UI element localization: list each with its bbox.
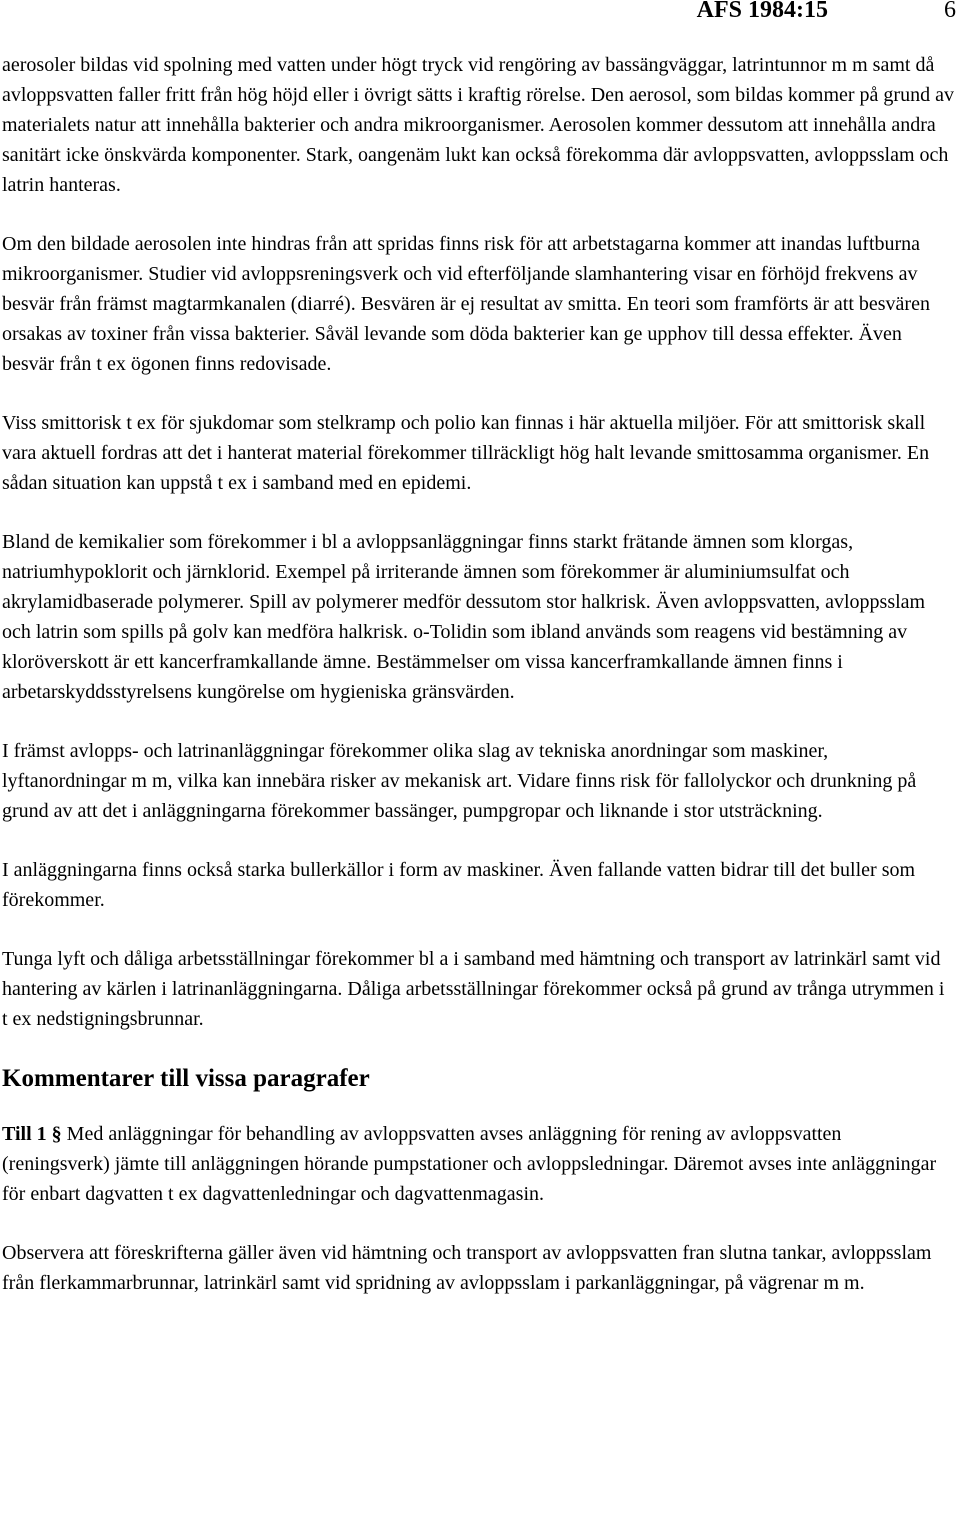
paragraph-ergonomics: Tunga lyft och dåliga arbetsställningar förekommer bl a i samband med hämtning och transport av latrinkärl samt vid hantering av kärlen i latrinanläggningarna. Dåliga arbetsställningar förekommer också på grund av trånga utrymmen i t ex nedstigningsbrunnar. (2, 948, 945, 1030)
document-body (2, 50, 954, 1327)
paragraph-microorganisms: Om den bildade aerosolen inte hindras från att spridas finns risk för att arbetstagarna kommer att inandas luftburna mikroorganismer. Studier vid avloppsreningsverk och vid efterföljande slamhantering visar en förhöjd frekvens av besvär från främst magtarmkanalen (diarré). Besvären är ej resultat av smitta. En teori som framförts är att besvären orsakas av toxiner från vissa bakterier. Såväl levande som döda bakterier kan ge upphov till dessa effekter. Även besvär från t ex ögonen finns redovisade. (2, 233, 930, 375)
paragraph-till-1 (2, 1119, 954, 1209)
document-id: AFS 1984:15 (696, 0, 828, 23)
paragraph-infection-risk: Viss smittorisk t ex för sjukdomar som stelkramp och polio kan finnas i här aktuella miljöer. För att smittorisk skall vara aktuell fordras att det i hanterat material förekommer tillräckligt hög halt levande smittosamma organismer. En sådan situation kan uppstå t ex i samband med en epidemi. (2, 412, 930, 494)
page-number: 6 (944, 0, 956, 23)
paragraph-lead-till-1: Till 1 § (2, 1123, 62, 1145)
paragraph-till-1-text: Med anläggningar för behandling av avloppsvatten avses anläggning för rening av avloppsvatten (reningsverk) jämte till anläggningen hörande pumpstationer och avloppsledningar. Däremot avses inte anläggningar för enbart dagvatten t ex dagvattenledningar och dagvattenmagasin. (2, 1123, 937, 1205)
section-heading: Kommentarer till vissa paragrafer (2, 1065, 370, 1092)
page-header (0, 0, 960, 30)
paragraph-mechanical-risks: I främst avlopps- och latrinanläggningar förekommer olika slag av tekniska anordningar som maskiner, lyftanordningar m m, vilka kan innebära risker av mekanisk art. Vidare finns risk för fallolyckor och drunkning på grund av att det i anläggningarna förekommer bassänger, pumpgropar och liknande i stor utsträckning. (2, 740, 917, 822)
paragraph-noise: I anläggningarna finns också starka bullerkällor i form av maskiner. Även fallande vatten bidrar till det buller som förekommer. (2, 859, 916, 911)
paragraph-observera: Observera att föreskrifterna gäller även vid hämtning och transport av avloppsvatten fran slutna tankar, avloppsslam från flerkammarbrunnar, latrinkärl samt vid spridning av avloppsslam i parkanläggningar, på vägrenar m m. (2, 1242, 932, 1294)
paragraph-chemicals: Bland de kemikalier som förekommer i bl a avloppsanläggningar finns starkt frätande ämnen som klorgas, natriumhypoklorit och järnklorid. Exempel på irriterande ämnen som förekommer är aluminiumsulfat och akrylamidbaserade polymerer. Spill av polymerer medför dessutom stor halkrisk. Även avloppsvatten, avloppsslam och latrin som spills på golv kan medföra halkrisk. o-Tolidin som ibland används som reagens vid bestämning av kloröverskott är ett kancerframkallande ämne. Bestämmelser om vissa kancerframkallande ämnen finns i arbetarskyddsstyrelsens kungörelse om hygieniska gränsvärden. (2, 531, 926, 703)
paragraph-aerosol: aerosoler bildas vid spolning med vatten under högt tryck vid rengöring av bassängväggar, latrintunnor m m samt då avloppsvatten faller fritt från hög höjd eller i övrigt sätts i kraftig rörelse. Den aerosol, som bildas kommer på grund av materialets natur att innehålla bakterier och andra mikroorganismer. Aerosolen kommer dessutom att innehålla andra sanitärt icke önskvärda komponenter. Stark, oangenäm lukt kan också förekomma där avloppsvatten, avloppsslam och latrin hanteras. (2, 54, 954, 196)
